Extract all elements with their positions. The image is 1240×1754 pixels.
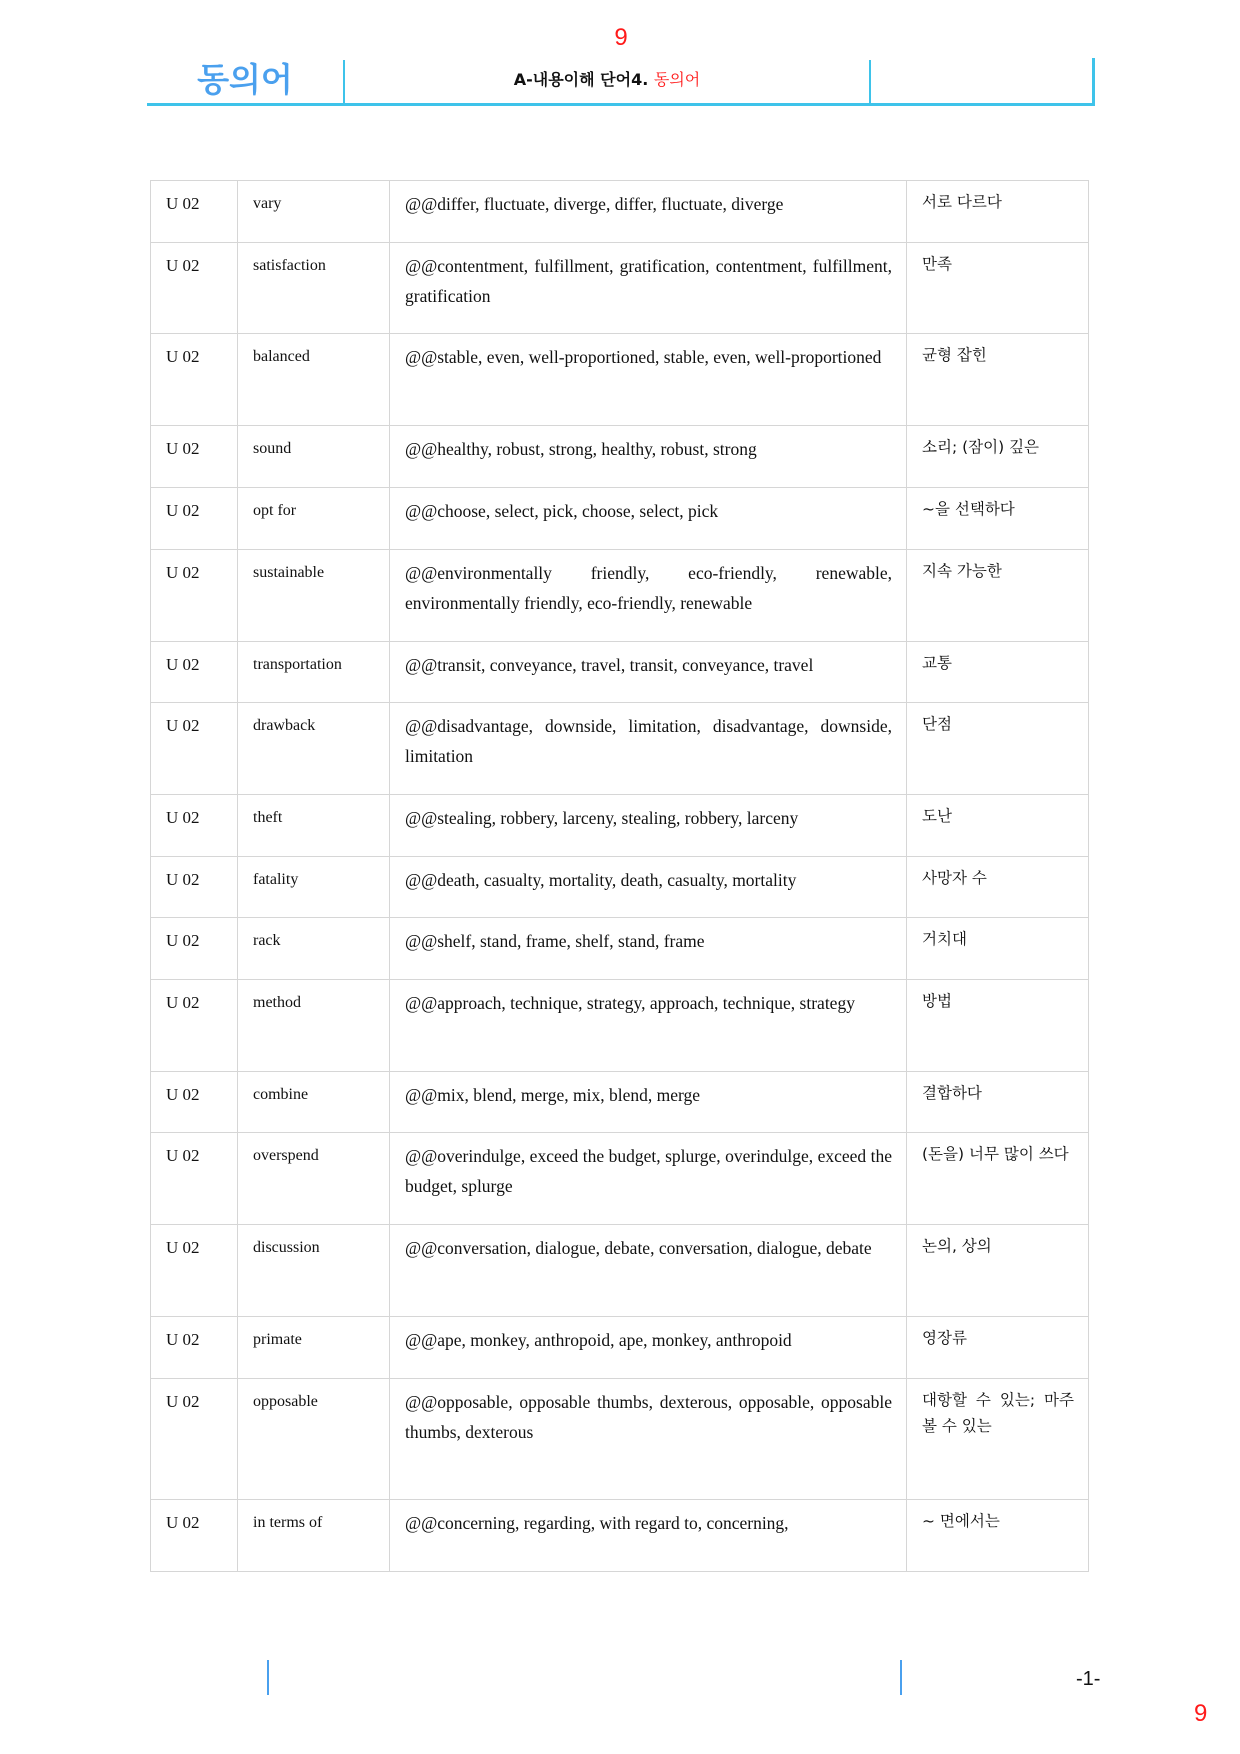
unit-cell-text: U 02 [166, 993, 200, 1012]
word-cell-text: sound [253, 440, 292, 457]
unit-cell [151, 550, 238, 642]
meaning-cell [907, 426, 1089, 488]
unit-cell-text: U 02 [166, 501, 200, 520]
synonyms-cell-text: @@stealing, robbery, larceny, stealing, robbery, larceny [405, 808, 799, 828]
word-cell [238, 857, 390, 918]
unit-cell-text: U 02 [166, 1085, 200, 1104]
synonyms-cell-text: @@ape, monkey, anthropoid, ape, monkey, anthropoid [405, 1330, 792, 1350]
meaning-cell [907, 1379, 1089, 1500]
word-cell [238, 795, 390, 857]
word-cell-text: satisfaction [253, 257, 326, 274]
word-cell [238, 334, 390, 426]
unit-cell-text: U 02 [166, 716, 200, 735]
synonyms-cell-text: @@differ, fluctuate, diverge, differ, fluctuate, diverge [405, 194, 784, 214]
word-cell-text: drawback [253, 717, 316, 734]
unit-cell [151, 1317, 238, 1379]
word-cell-text: primate [253, 1331, 302, 1348]
synonyms-cell-text: @@shelf, stand, frame, shelf, stand, frame [405, 931, 705, 951]
unit-cell [151, 918, 238, 980]
unit-cell [151, 703, 238, 795]
meaning-cell-text: 지속 가능한 [922, 562, 1002, 580]
synonyms-cell-text: @@environmentally friendly, eco-friendly, renewable, environmentally friendly, eco-friendly, renewable [405, 563, 892, 613]
word-cell [238, 1500, 390, 1572]
meaning-cell-text: 거치대 [922, 930, 967, 948]
synonyms-cell [390, 1133, 907, 1225]
word-cell [238, 918, 390, 980]
synonyms-cell-text: @@healthy, robust, strong, healthy, robust, strong [405, 439, 757, 459]
table-row [151, 642, 1089, 703]
synonyms-cell-text: @@contentment, fulfillment, gratification, contentment, fulfillment, gratification [405, 256, 892, 306]
word-cell-text: opt for [253, 502, 297, 519]
unit-cell [151, 1225, 238, 1317]
meaning-cell-text: 결합하다 [922, 1084, 982, 1102]
header-right-rule [1092, 58, 1095, 106]
unit-cell-text: U 02 [166, 1392, 200, 1411]
meaning-cell [907, 980, 1089, 1072]
header-subtitle-prefix: A-내용이해 단어4. [513, 70, 649, 89]
unit-cell-text: U 02 [166, 347, 200, 366]
unit-cell-text: U 02 [166, 1513, 200, 1532]
unit-cell [151, 1379, 238, 1500]
meaning-cell-text: 영장류 [922, 1329, 967, 1347]
header-bottom-rule [147, 103, 1095, 106]
unit-cell-text: U 02 [166, 655, 200, 674]
table-row [151, 1225, 1089, 1317]
footer-rule-right [900, 1660, 902, 1695]
table-row [151, 426, 1089, 488]
synonyms-cell [390, 1379, 907, 1500]
meaning-cell [907, 795, 1089, 857]
word-cell [238, 1072, 390, 1133]
meaning-cell-text: (돈을) 너무 많이 쓰다 [922, 1145, 1069, 1163]
meaning-cell-text: 도난 [922, 807, 952, 825]
unit-cell-text: U 02 [166, 870, 200, 889]
word-cell [238, 243, 390, 334]
unit-cell [151, 857, 238, 918]
synonyms-cell-text: @@death, casualty, mortality, death, casualty, mortality [405, 870, 797, 890]
synonyms-cell-text: @@disadvantage, downside, limitation, disadvantage, downside, limitation [405, 716, 892, 766]
table-row [151, 857, 1089, 918]
word-cell [238, 703, 390, 795]
synonyms-cell [390, 857, 907, 918]
table-row [151, 550, 1089, 642]
meaning-cell [907, 918, 1089, 980]
footer-rule-left [267, 1660, 269, 1695]
meaning-cell [907, 488, 1089, 550]
word-cell [238, 1133, 390, 1225]
unit-cell-text: U 02 [166, 931, 200, 950]
meaning-cell-text: ~을 선택하다 [922, 500, 1015, 518]
unit-cell-text: U 02 [166, 808, 200, 827]
synonyms-cell-text: @@conversation, dialogue, debate, conversation, dialogue, debate [405, 1238, 872, 1258]
word-cell-text: fatality [253, 871, 299, 888]
word-cell-text: overspend [253, 1147, 319, 1164]
meaning-cell [907, 243, 1089, 334]
table-row [151, 243, 1089, 334]
unit-cell-text: U 02 [166, 439, 200, 458]
synonyms-cell-text: @@concerning, regarding, with regard to, concerning, [405, 1513, 789, 1533]
table-row [151, 1500, 1089, 1572]
unit-cell-text: U 02 [166, 1238, 200, 1257]
meaning-cell-text: 사망자 수 [922, 869, 987, 887]
synonyms-cell-text: @@choose, select, pick, choose, select, pick [405, 501, 719, 521]
word-cell [238, 181, 390, 243]
meaning-cell [907, 703, 1089, 795]
meaning-cell [907, 334, 1089, 426]
synonyms-cell [390, 1225, 907, 1317]
synonyms-cell-text: @@transit, conveyance, travel, transit, conveyance, travel [405, 655, 814, 675]
word-cell-text: balanced [253, 348, 310, 365]
unit-cell [151, 980, 238, 1072]
meaning-cell-text: 방법 [922, 992, 952, 1010]
synonyms-cell [390, 795, 907, 857]
synonyms-cell [390, 550, 907, 642]
word-cell [238, 1317, 390, 1379]
table-row [151, 1133, 1089, 1225]
page-number: -1- [1076, 1668, 1101, 1690]
unit-cell-text: U 02 [166, 563, 200, 582]
table-row [151, 181, 1089, 243]
meaning-cell-text: 단점 [922, 715, 952, 733]
unit-cell-text: U 02 [166, 1146, 200, 1165]
word-cell-text: rack [253, 932, 281, 949]
synonyms-cell [390, 181, 907, 243]
meaning-cell-text: 균형 잡힌 [922, 346, 987, 364]
meaning-cell [907, 1317, 1089, 1379]
table-row [151, 795, 1089, 857]
unit-cell [151, 642, 238, 703]
synonyms-cell [390, 980, 907, 1072]
word-cell-text: in terms of [253, 1514, 323, 1531]
unit-cell [151, 1500, 238, 1572]
word-cell-text: method [253, 994, 301, 1011]
header-title: 동의어 [197, 60, 293, 99]
meaning-cell [907, 642, 1089, 703]
table-row [151, 1317, 1089, 1379]
meaning-cell [907, 1072, 1089, 1133]
unit-cell [151, 795, 238, 857]
synonyms-cell [390, 1072, 907, 1133]
table-row [151, 980, 1089, 1072]
header-subtitle-accent: 동의어 [653, 70, 701, 89]
table-row [151, 918, 1089, 980]
word-cell-text: discussion [253, 1239, 320, 1256]
word-cell [238, 980, 390, 1072]
word-cell-text: sustainable [253, 564, 325, 581]
meaning-cell [907, 181, 1089, 243]
word-cell-text: vary [253, 195, 282, 212]
word-cell [238, 550, 390, 642]
meaning-cell-text: 서로 다르다 [922, 193, 1002, 211]
word-cell [238, 426, 390, 488]
synonyms-cell-text: @@opposable, opposable thumbs, dexterous, opposable, opposable thumbs, dexterous [405, 1392, 892, 1442]
synonyms-cell [390, 334, 907, 426]
header-subtitle [345, 70, 869, 90]
meaning-cell [907, 1225, 1089, 1317]
synonyms-cell [390, 1317, 907, 1379]
table-row [151, 488, 1089, 550]
meaning-cell-text: 교통 [922, 654, 952, 672]
word-cell-text: combine [253, 1086, 309, 1103]
word-cell [238, 488, 390, 550]
meaning-cell [907, 1500, 1089, 1572]
synonyms-cell [390, 918, 907, 980]
page-header [147, 58, 1095, 106]
word-cell-text: opposable [253, 1393, 318, 1410]
unit-cell [151, 1072, 238, 1133]
unit-cell [151, 488, 238, 550]
top-page-number: 9 [614, 24, 628, 51]
meaning-cell-text: 소리; (잠이) 깊은 [922, 438, 1040, 456]
synonyms-cell-text: @@approach, technique, strategy, approach, technique, strategy [405, 993, 855, 1013]
word-cell [238, 642, 390, 703]
synonyms-cell [390, 426, 907, 488]
meaning-cell [907, 550, 1089, 642]
vocabulary-table [150, 180, 1089, 1572]
unit-cell-text: U 02 [166, 256, 200, 275]
unit-cell-text: U 02 [166, 1330, 200, 1349]
unit-cell-text: U 02 [166, 194, 200, 213]
word-cell-text: theft [253, 809, 283, 826]
table-row [151, 703, 1089, 795]
meaning-cell-text: 만족 [922, 255, 952, 273]
unit-cell [151, 1133, 238, 1225]
meaning-cell-text: 대항할 수 있는; 마주볼 수 있는 [922, 1391, 1074, 1435]
unit-cell [151, 426, 238, 488]
header-divider [869, 60, 871, 104]
synonyms-cell [390, 1500, 907, 1572]
word-cell [238, 1379, 390, 1500]
word-cell [238, 1225, 390, 1317]
synonyms-cell-text: @@mix, blend, merge, mix, blend, merge [405, 1085, 701, 1105]
unit-cell [151, 334, 238, 426]
meaning-cell-text: ~ 면에서는 [922, 1512, 1000, 1530]
synonyms-cell [390, 703, 907, 795]
synonyms-cell [390, 488, 907, 550]
table-row [151, 1072, 1089, 1133]
synonyms-cell-text: @@overindulge, exceed the budget, splurge, overindulge, exceed the budget, splurge [405, 1146, 892, 1196]
table-row [151, 334, 1089, 426]
unit-cell [151, 181, 238, 243]
bottom-page-number: 9 [1194, 1700, 1208, 1727]
table-row [151, 1379, 1089, 1500]
meaning-cell [907, 857, 1089, 918]
unit-cell [151, 243, 238, 334]
synonyms-cell [390, 642, 907, 703]
synonyms-cell [390, 243, 907, 334]
synonyms-cell-text: @@stable, even, well-proportioned, stable, even, well-proportioned [405, 347, 882, 367]
word-cell-text: transportation [253, 656, 342, 673]
meaning-cell [907, 1133, 1089, 1225]
meaning-cell-text: 논의, 상의 [922, 1237, 992, 1255]
